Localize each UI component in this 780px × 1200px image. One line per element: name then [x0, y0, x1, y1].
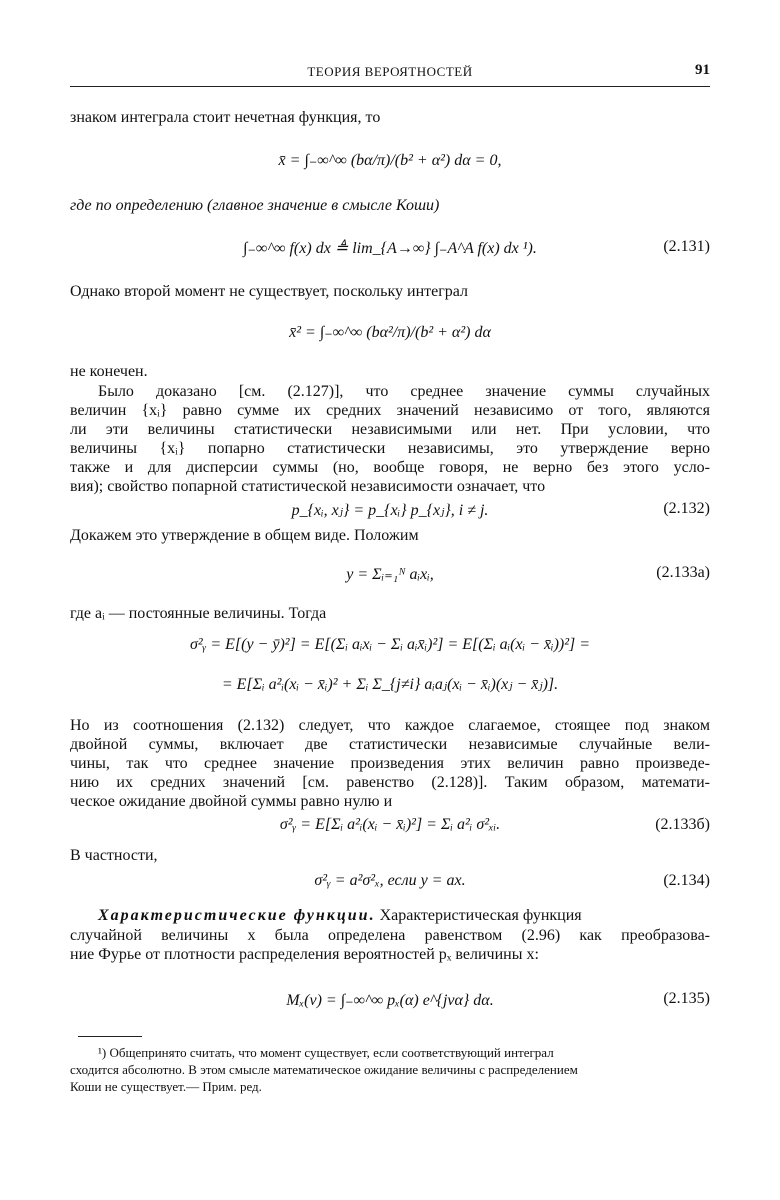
- header-title: ТЕОРИЯ ВЕРОЯТНОСТЕЙ: [307, 64, 473, 79]
- footnote-rule: [78, 1036, 142, 1037]
- equation-text: x̄² = ∫₋∞^∞ (bα²/π)/(b² + α²) dα: [289, 324, 491, 341]
- header-rule: [70, 86, 710, 87]
- text-line: ческое ожидание двойной суммы равно нулю и: [70, 793, 393, 810]
- equation-number: (2.131): [663, 238, 710, 255]
- footnote-line: ¹) Общепринято считать, что момент существует, если соответствующий интеграл: [98, 1045, 554, 1060]
- equation-text: ∫₋∞^∞ f(x) dx ≜ lim_{A→∞} ∫₋A^A f(x) dx ¹).: [243, 240, 537, 257]
- equation-text: σ²ᵧ = E[Σᵢ a²ᵢ(xᵢ − x̄ᵢ)²] = Σᵢ a²ᵢ σ²ₓᵢ.: [279, 816, 501, 833]
- text-fragment: Характеристическая функция: [379, 907, 582, 924]
- equation-text: x̄ = ∫₋∞^∞ (bα/π)/(b² + α²) dα = 0,: [278, 152, 502, 169]
- equation-number: (2.132): [663, 500, 710, 517]
- text-line: Однако второй момент не существует, поскольку интеграл: [70, 283, 469, 300]
- text-line: Докажем это утверждение в общем виде. Положим: [70, 527, 419, 544]
- equation-2131: [70, 228, 710, 268]
- equation-text: σ²ᵧ = E[(y − ȳ)²] = E[(Σᵢ aᵢxᵢ − Σᵢ aᵢx̄ᵢ)²] = E[(Σᵢ aᵢ(xᵢ − x̄ᵢ))²] =: [189, 636, 591, 653]
- text-line: двойной суммы, включает две статистически независимые случайные вели-: [70, 736, 710, 753]
- equation-variance-1: [70, 630, 710, 670]
- equation-text: p_{xᵢ, xⱼ} = p_{xᵢ} p_{xⱼ}, i ≠ j.: [291, 502, 489, 519]
- text-line: величин {xᵢ} равно сумме их средних значений независимо от того, являются: [70, 402, 710, 419]
- equation-text: = E[Σᵢ a²ᵢ(xᵢ − x̄ᵢ)² + Σᵢ Σ_{j≠i} aᵢaⱼ(xᵢ − x̄ᵢ)(xⱼ − x̄ⱼ)].: [221, 676, 559, 693]
- text-line: также и для дисперсии суммы (но, вообще говоря, не верно без этого усло-: [70, 459, 710, 476]
- text-line: где aᵢ — постоянные величины. Тогда: [70, 605, 327, 622]
- text-line: Было доказано [см. (2.127)], что среднее значение суммы случайных: [98, 383, 710, 400]
- text-line: чины, так что среднее значение произведения этих величин равно произведе-: [70, 755, 710, 772]
- equation-2135: [70, 978, 710, 1018]
- text-line: величины {xᵢ} попарно статистически независимы, это утверждение верно: [70, 440, 710, 457]
- equation-text: σ²ᵧ = a²σ²ₓ, если y = ax.: [314, 872, 466, 889]
- equation-number: (2.133а): [656, 564, 710, 581]
- text-line: знаком интеграла стоит нечетная функция, то: [70, 109, 381, 126]
- page-number: 91: [695, 62, 710, 78]
- equation-second-moment: [70, 312, 710, 352]
- text-line: где по определению (главное значение в смысле Коши): [70, 197, 440, 214]
- text-line: вия); свойство попарной статистической независимости означает, что: [70, 478, 546, 495]
- equation-2134: [70, 866, 710, 906]
- equation-mean: [70, 140, 710, 180]
- equation-number: (2.135): [663, 990, 710, 1007]
- text-line: В частности,: [70, 847, 158, 864]
- footnote-line: Коши не существует.— Прим. ред.: [70, 1079, 262, 1094]
- text-line: ние Фурье от плотности распределения вероятностей pₓ величины x:: [70, 946, 539, 963]
- equation-2133a: [70, 552, 710, 592]
- section-heading-line: [70, 906, 710, 926]
- text-line: ли эти величины статистически независимыми или нет. При условии, что: [70, 421, 710, 438]
- equation-text: Mₓ(ν) = ∫₋∞^∞ pₓ(α) e^{jνα} dα.: [286, 992, 494, 1009]
- text-line: не конечен.: [70, 363, 148, 380]
- equation-number: (2.133б): [655, 816, 710, 833]
- equation-text: y = Σᵢ₌₁ᴺ aᵢxᵢ,: [346, 566, 434, 583]
- text-line: случайной величины x была определена равенством (2.96) как преобразова-: [70, 927, 710, 944]
- footnote-line: сходится абсолютно. В этом смысле математическое ожидание величины с распределением: [70, 1062, 578, 1077]
- text-line: Но из соотношения (2.132) следует, что каждое слагаемое, стоящее под знаком: [70, 717, 710, 734]
- text-line: нию их средних значений [см. равенство (2.128)]. Таким образом, математи-: [70, 774, 710, 791]
- equation-variance-2: [70, 666, 710, 706]
- equation-number: (2.134): [663, 872, 710, 889]
- equation-2133b: [70, 806, 710, 846]
- running-header: [70, 62, 710, 84]
- section-heading: Характеристические функции.: [98, 907, 376, 924]
